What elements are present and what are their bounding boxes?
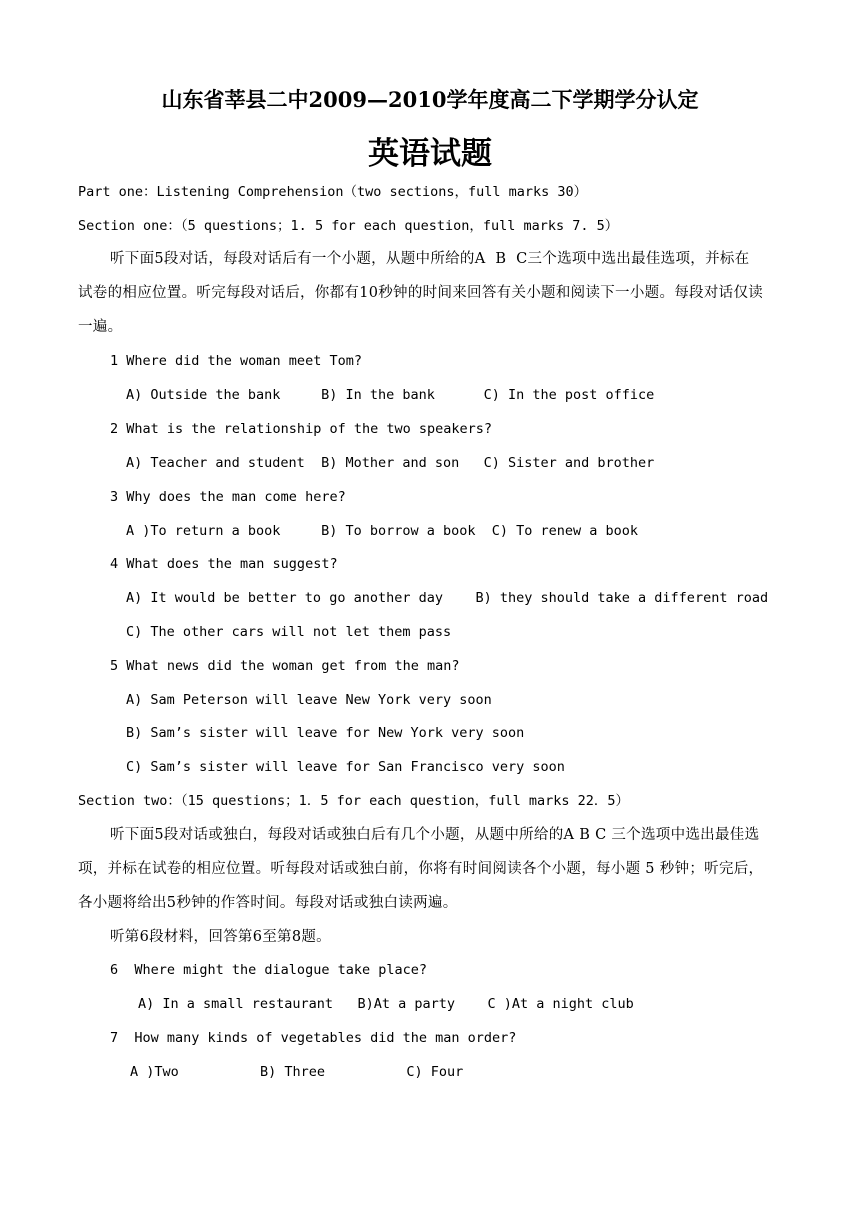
section-two-instructions-line-3: 各小题将给出5秒钟的作答时间。每段对话或独白读两遍。	[78, 895, 458, 911]
section-one-heading: Section one：（5 questions；1. 5 for each question，full marks 7. 5）	[78, 218, 619, 234]
question-3-stem: 3 Why does the man come here?	[110, 489, 346, 505]
material-6-note: 听第6段材料，回答第6至第8题。	[110, 929, 331, 945]
question-5-stem: 5 What news did the woman get from the man?	[110, 658, 460, 674]
section-two-instructions-line-1: 听下面5段对话或独白，每段对话或独白后有几个小题，从题中所给的A B C 三个选项中选出最佳选	[110, 827, 760, 843]
question-4-options-line-1: A) It would be better to go another day B) they should take a different road	[126, 590, 769, 606]
section-one-instructions-line-3: 一遍。	[78, 319, 123, 335]
question-4-stem: 4 What does the man suggest?	[110, 556, 338, 572]
question-1-stem: 1 Where did the woman meet Tom?	[110, 353, 362, 369]
question-3-options: A )To return a book B) To borrow a book C) To renew a book	[126, 523, 639, 539]
question-6-stem: 6 Where might the dialogue take place?	[110, 962, 427, 978]
section-one-instructions-line-2: 试卷的相应位置。听完每段对话后，你都有10秒钟的时间来回答有关小题和阅读下一小题。每段对话仅读	[78, 285, 764, 301]
question-6-options: A) In a small restaurant B)At a party C )At a night club	[138, 996, 634, 1012]
section-two-heading: Section two：（15 questions；1．5 for each question，full marks 22．5）	[78, 793, 630, 809]
question-7-stem: 7 How many kinds of vegetables did the man order?	[110, 1030, 517, 1046]
question-5-option-b: B) Sam’s sister will leave for New York very soon	[126, 725, 525, 741]
question-1-options: A) Outside the bank B) In the bank C) In the post office	[126, 387, 655, 403]
section-two-instructions-line-2: 项，并标在试卷的相应位置。听每段对话或独白前，你将有时间阅读各个小题，每小题 5 秒钟；听完后，	[78, 861, 764, 877]
section-one-instructions-line-1: 听下面5段对话，每段对话后有一个小题，从题中所给的A B C三个选项中选出最佳选项，并标在	[110, 251, 750, 267]
part-one-heading: Part one：Listening Comprehension（two sections，full marks 30）	[78, 184, 588, 200]
question-2-options: A) Teacher and student B) Mother and son C) Sister and brother	[126, 455, 655, 471]
question-7-options: A )Two B) Three C) Four	[130, 1064, 464, 1080]
question-4-options-line-2: C) The other cars will not let them pass	[126, 624, 452, 640]
question-5-option-a: A) Sam Peterson will leave New York very soon	[126, 692, 492, 708]
question-5-option-c: C) Sam’s sister will leave for San Francisco very soon	[126, 759, 565, 775]
exam-subtitle: 英语试题	[368, 136, 492, 172]
question-2-stem: 2 What is the relationship of the two speakers?	[110, 421, 493, 437]
exam-header-title: 山东省莘县二中2009—2010学年度高二下学期学分认定	[161, 87, 699, 112]
